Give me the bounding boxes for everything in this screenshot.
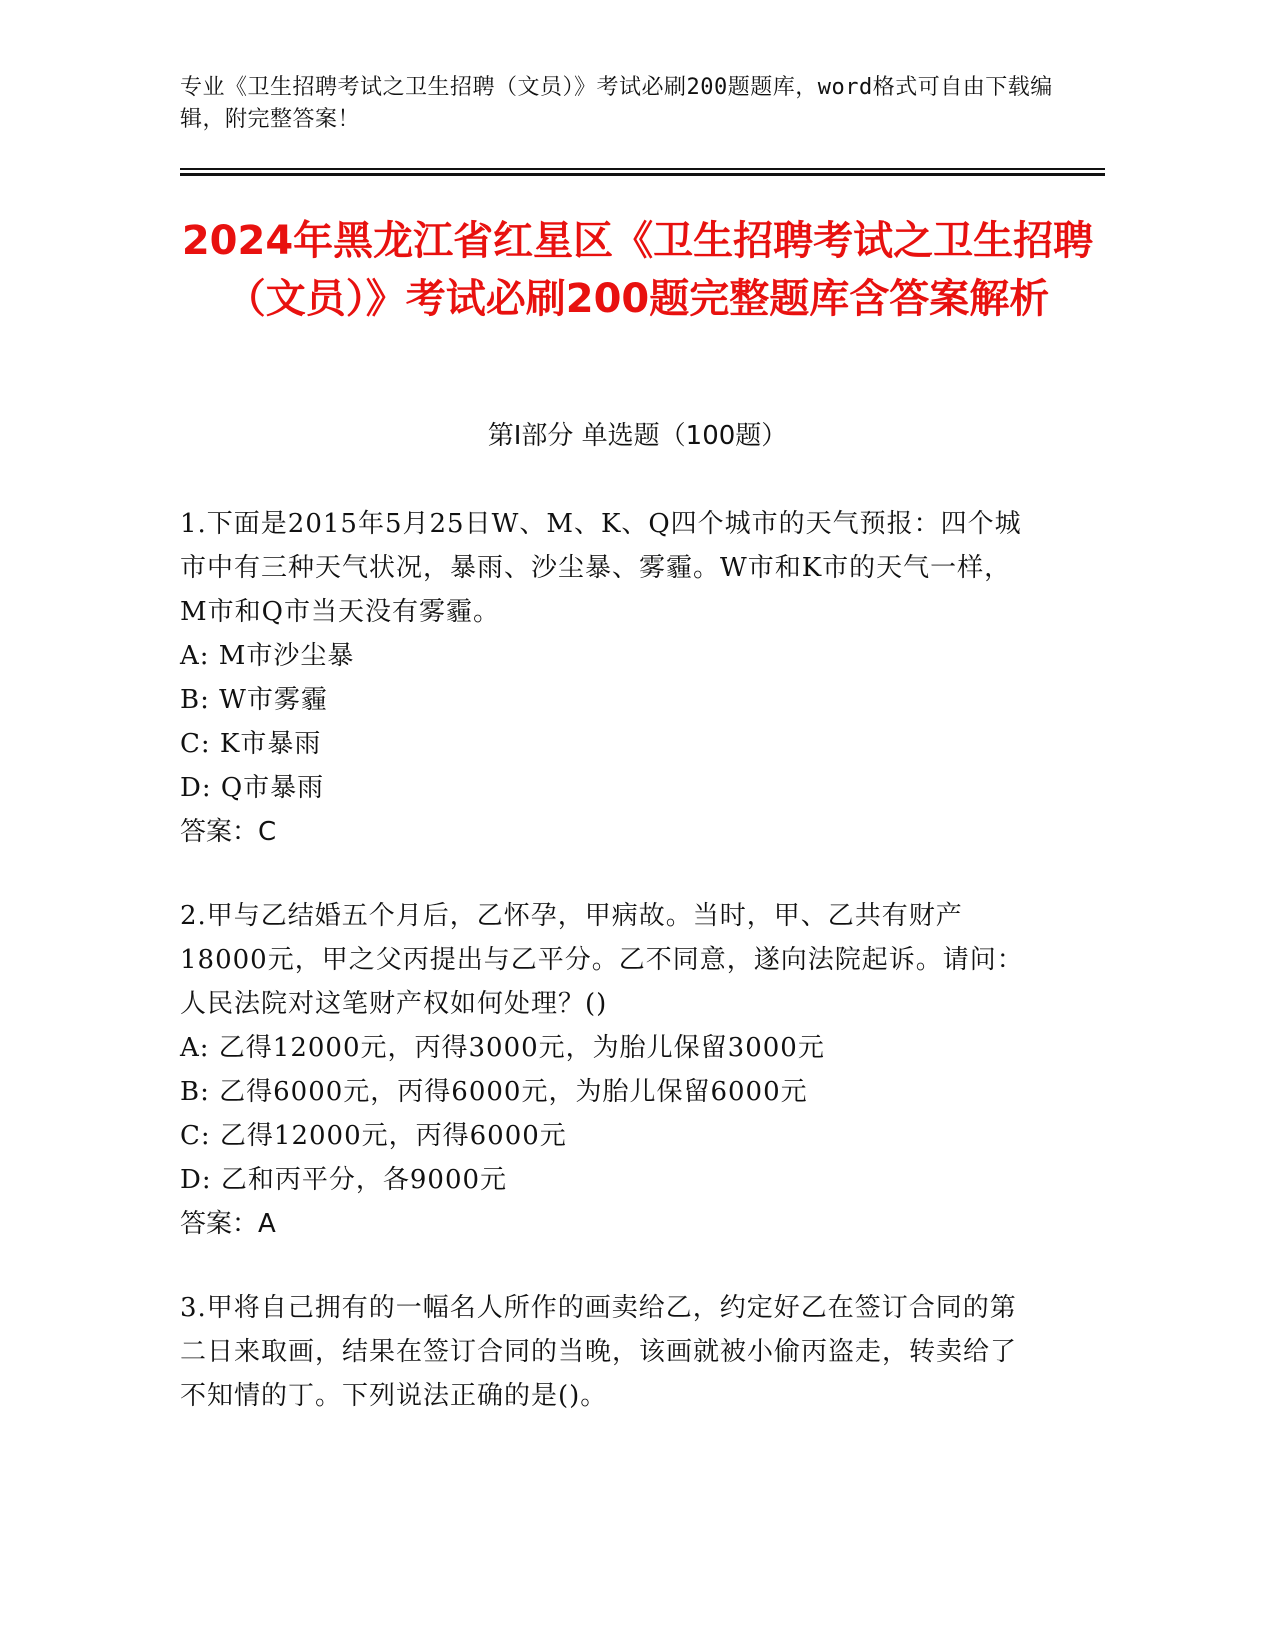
question-stem: 2.甲与乙结婚五个月后，乙怀孕，甲病故。当时，甲、乙共有财产18000元，甲之父丙提出与乙平分。乙不同意，遂向法院起诉。请问：人民法院对这笔财产权如何处理？() [180, 901, 1024, 1019]
header-note: 专业《卫生招聘考试之卫生招聘（文员）》考试必刷200题题库，word格式可自由下载编辑，附完整答案！ [180, 75, 1053, 132]
question-stem: 3.甲将自己拥有的一幅名人所作的画卖给乙，约定好乙在签订合同的第二日来取画，结果在签订合同的当晚，该画就被小偷丙盗走，转卖给了不知情的丁。下列说法正确的是()。 [180, 1293, 1018, 1411]
option-d: D: 乙和丙平分，各9000元 [180, 1165, 508, 1195]
section-title: 第Ⅰ部分 单选题（100题） [487, 421, 788, 451]
question-stem: 1.下面是2015年5月25日W、M、K、Q四个城市的天气预报：四个城市中有三种天气状况，暴雨、沙尘暴、雾霾。W市和K市的天气一样，M市和Q市当天没有雾霾。 [180, 509, 1022, 627]
answer: 答案：A [180, 1209, 276, 1239]
option-c: C: 乙得12000元，丙得6000元 [180, 1121, 567, 1151]
document-title: 2024年黑龙江省红星区《卫生招聘考试之卫生招聘（文员）》考试必刷200题完整题库含答案解析 [181, 218, 1094, 322]
question-3 [180, 1286, 1030, 1418]
option-b: B: 乙得6000元，丙得6000元，为胎儿保留6000元 [180, 1077, 808, 1107]
option-c: C: K市暴雨 [180, 729, 322, 759]
question-2 [180, 894, 1030, 1246]
option-a: A: M市沙尘暴 [180, 641, 355, 671]
answer: 答案：C [180, 817, 277, 847]
option-b: B: W市雾霾 [180, 685, 328, 715]
question-1 [180, 502, 1030, 854]
header-rule-thick [180, 173, 1105, 176]
option-d: D: Q市暴雨 [180, 773, 325, 803]
header-rule-thin [180, 168, 1105, 170]
option-a: A: 乙得12000元，丙得3000元，为胎儿保留3000元 [180, 1033, 825, 1063]
